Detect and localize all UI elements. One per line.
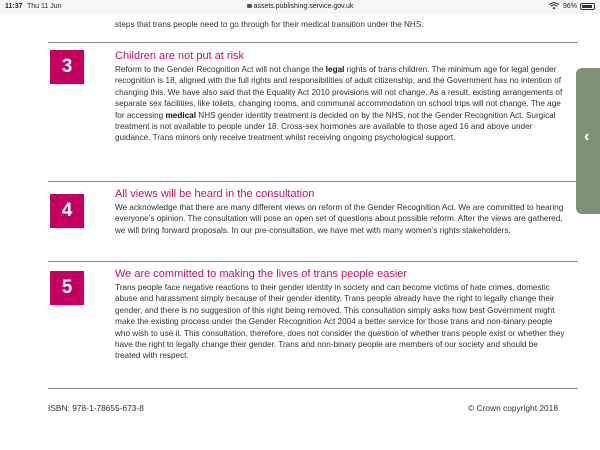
section-body: We acknowledge that there are many different views on reform of the Gender Recognition Act. We are committed to hearing everyone’s opinion. The consultation will pose an open set of questions about possible reform. After the views are gathered, we will bring forward proposals. In our pre-consultation, we have met with many women’s rights stakeholders.	[115, 203, 564, 235]
bold-legal: legal	[325, 65, 345, 74]
isbn: ISBN: 978-1-78655-673-8	[48, 403, 144, 413]
battery-icon	[580, 3, 595, 10]
status-date: Thu 11 Jun	[27, 3, 62, 10]
lock-icon	[247, 4, 252, 8]
bold-medical: medical	[165, 110, 197, 120]
previous-section-text: steps that trans people need to go through for their medical transition under the NHS.	[115, 20, 424, 29]
url-text: assets.publishing.service.gov.uk	[253, 3, 354, 10]
copyright: © Crown copyright 2018	[468, 403, 558, 413]
section-title: All views will be heard in the consultation	[115, 188, 315, 200]
divider	[48, 388, 578, 389]
divider	[48, 42, 578, 43]
section-number-box: 5	[50, 271, 84, 305]
battery-percent: 96%	[563, 3, 578, 10]
status-time: 11:37	[5, 3, 23, 10]
side-panel-tab[interactable]	[576, 68, 600, 214]
section-body: Trans people face negative reactions to their gender identity in society and can become victims of hate crimes, domestic abuse and harassment simply because of their gender identity. Trans people already have the right to legally change their gender, and there is no suggestion of this right being removed. This consultation simply asks how best Government might make the existing process under the Gender Recognition Act 2004 a better service for those trans and non-binary people who wish to use it. This consultation, therefore, does not consider the question of whether trans people exist or whether they have the right to legally change their gender. Trans and non-binary people are members of our society and should be treated with respect.	[115, 283, 565, 361]
section-title: We are committed to making the lives of trans people easier	[115, 268, 408, 280]
wifi-icon	[549, 2, 559, 10]
status-bar	[0, 0, 600, 14]
divider	[48, 181, 578, 182]
section-body: Reform to the Gender Recognition Act will not change the legal rights of trans children. The minimum age for legal gender recognition is 18, aligned with the full rights and responsibilities of adult citizenship, and the Government has no intention of changing this. We have also said that the Equality Act 2010 provisions will not change. As a result, existing arrangements of separate sex facilities, like toilets, changing rooms, and communal accommodation on school trips will not change. The age for accessing medical NHS gender identity treatment is decided on by the NHS, not the Gender Recognition Act. Surgical treatment is not available to people under 18. Cross-sex hormones are available to those aged 16 and above under guidance. Trans minors only receive treatment whilst receiving ongoing psychological support.	[115, 65, 563, 143]
divider	[48, 261, 578, 262]
section-number-box: 3	[50, 50, 84, 84]
address-bar[interactable]	[0, 3, 600, 10]
chevron-left-icon: ‹	[584, 128, 590, 145]
section-title: Children are not put at risk	[115, 50, 245, 62]
section-number-box: 4	[50, 194, 84, 228]
